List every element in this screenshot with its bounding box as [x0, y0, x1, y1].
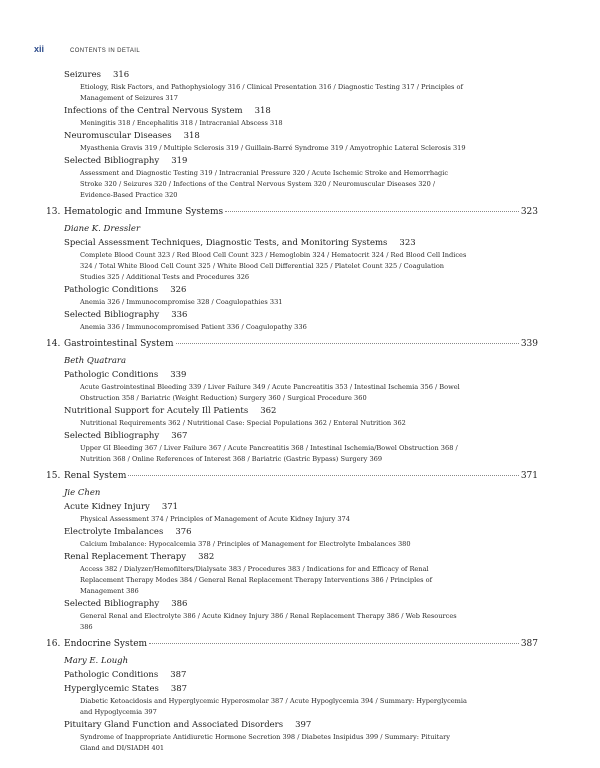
toc-subsections: Assessment and Diagnostic Testing 319 / Intracranial Pressure 320 / Acute Ischemic Stroke and Hemorrhagic Stroke 320 / Seizures 320 / Infections of the Central Nervous System 320 / Neuromuscular Diseases 320 / Evidence-Based Practice 320	[80, 169, 449, 199]
toc-subsections: Meningitis 318 / Encephalitis 318 / Intracranial Abscess 318	[80, 119, 283, 127]
chapter-heading[interactable]	[0, 339, 600, 354]
section-page: 387	[170, 670, 187, 680]
chapter-author: Mary E. Lough	[64, 656, 129, 666]
chapter-15	[0, 471, 600, 633]
toc-section[interactable]	[0, 668, 600, 682]
section-page: 318	[183, 131, 200, 141]
chapter-author: Diane K. Dressler	[64, 224, 141, 234]
section-page: 382	[198, 552, 215, 562]
chapter-number: 14.	[46, 339, 61, 349]
table-of-contents	[0, 68, 600, 760]
toc-subsections: Access 382 / Dialyzer/Hemofilters/Dialysate 383 / Procedures 383 / Indications for and Efficacy of Renal Replacement Therapy Modes 384 / General Renal Replacement Therapy Interventions 386 / Principles of Management 386	[80, 565, 433, 595]
toc-section[interactable]	[0, 404, 600, 418]
chapter-16	[0, 639, 600, 754]
chapter-heading[interactable]	[0, 471, 600, 486]
section-page: 397	[295, 720, 312, 730]
section-page: 326	[170, 285, 187, 295]
toc-section[interactable]	[0, 597, 600, 611]
dot-leader	[225, 211, 519, 212]
chapter-page: 323	[520, 207, 538, 217]
running-head-title: CONTENTS IN DETAIL	[70, 48, 141, 54]
chapter-page: 371	[520, 471, 538, 481]
toc-subsections: Complete Blood Count 323 / Red Blood Cell Count 323 / Hemoglobin 324 / Hematocrit 324 / Red Blood Cell Indices 324 / Total White Blood Cell Count 325 / White Blood Cell Differential 325 / Platelet Count 325 / Coagulation Studies 325 / Additional Tests and Procedures 326	[80, 251, 467, 281]
running-head	[34, 44, 140, 54]
section-page: 376	[175, 527, 192, 537]
section-title: Acute Kidney Injury	[64, 502, 150, 512]
section-title: Selected Bibliography	[64, 310, 160, 320]
section-title: Seizures	[64, 70, 101, 80]
toc-section[interactable]	[0, 236, 600, 250]
toc-section[interactable]	[0, 154, 600, 168]
chapter-title: Endocrine System	[64, 639, 148, 649]
section-title: Electrolyte Imbalances	[64, 527, 164, 537]
toc-subsections: Anemia 326 / Immunocompromise 328 / Coagulopathies 331	[80, 298, 283, 306]
toc-subsections: Etiology, Risk Factors, and Pathophysiology 316 / Clinical Presentation 316 / Diagnostic Testing 317 / Principles of Management of Seizures 317	[80, 83, 463, 102]
chapter-page: 339	[520, 339, 538, 349]
toc-subsections: Diabetic Ketoacidosis and Hyperglycemic Hyperosmolar 387 / Acute Hypoglycemia 394 / Summary: Hyperglycemia and Hypoglycemia 397	[80, 697, 467, 716]
chapter-title: Hematologic and Immune Systems	[64, 207, 224, 217]
section-page: 319	[171, 156, 188, 166]
chapter-14	[0, 339, 600, 465]
section-page: 362	[260, 406, 277, 416]
section-title: Selected Bibliography	[64, 156, 160, 166]
dot-leader	[176, 343, 519, 344]
toc-subsections: Acute Gastrointestinal Bleeding 339 / Liver Failure 349 / Acute Pancreatitis 353 / Intestinal Ischemia 356 / Bowel Obstruction 358 / Bariatric (Weight Reduction) Surgery 360 / Surgical Procedure 360	[80, 383, 460, 402]
chapter-number: 16.	[46, 639, 61, 649]
chapter-author: Beth Quatrara	[64, 356, 127, 366]
dot-leader	[149, 643, 519, 644]
section-page: 318	[254, 106, 271, 116]
section-title: Pathologic Conditions	[64, 370, 159, 380]
chapter-heading[interactable]	[0, 207, 600, 222]
toc-section[interactable]	[0, 68, 600, 82]
section-page: 316	[112, 70, 130, 80]
section-page: 386	[171, 599, 188, 609]
section-page: 339	[170, 370, 187, 380]
section-title: Special Assessment Techniques, Diagnostic Tests, and Monitoring Systems	[64, 238, 388, 248]
toc-section[interactable]	[0, 368, 600, 382]
toc-subsections: General Renal and Electrolyte 386 / Acute Kidney Injury 386 / Renal Replacement Therapy 386 / Web Resources 386	[80, 612, 457, 631]
chapter-page: 387	[520, 639, 538, 649]
chapter-number: 15.	[46, 471, 61, 481]
section-title: Pathologic Conditions	[64, 670, 159, 680]
section-title: Infections of the Central Nervous System	[64, 106, 243, 116]
toc-section[interactable]	[0, 104, 600, 118]
toc-section[interactable]	[0, 682, 600, 696]
chapter-12-continued	[0, 68, 600, 201]
toc-subsections: Myasthenia Gravis 319 / Multiple Sclerosis 319 / Guillain-Barré Syndrome 319 / Amyotrophic Lateral Sclerosis 319	[80, 144, 466, 152]
chapter-number: 13.	[46, 207, 61, 217]
toc-subsections: Upper GI Bleeding 367 / Liver Failure 367 / Acute Pancreatitis 368 / Intestinal Ischemia/Bowel Obstruction 368 / Nutrition 368 / Online References of Interest 368 / Bariatric (Gastric Bypass) Surgery 369	[80, 444, 458, 463]
toc-section[interactable]	[0, 550, 600, 564]
toc-subsections: Physical Assessment 374 / Principles of Management of Acute Kidney Injury 374	[80, 515, 350, 523]
toc-subsections: Anemia 336 / Immunocompromised Patient 336 / Coagulopathy 336	[80, 323, 307, 331]
toc-section[interactable]	[0, 129, 600, 143]
section-title: Hyperglycemic States	[64, 684, 159, 694]
section-title: Nutritional Support for Acutely Ill Patients	[64, 406, 249, 416]
section-page: 387	[170, 684, 188, 694]
chapter-title: Renal System	[64, 471, 127, 481]
toc-section[interactable]	[0, 283, 600, 297]
dot-leader	[128, 475, 518, 476]
chapter-13	[0, 207, 600, 333]
section-title: Pituitary Gland Function and Associated Disorders	[64, 720, 284, 730]
toc-section[interactable]	[0, 718, 600, 732]
section-page: 371	[161, 502, 179, 512]
section-page: 367	[171, 431, 188, 441]
toc-section[interactable]	[0, 500, 600, 514]
toc-section[interactable]	[0, 429, 600, 443]
section-title: Selected Bibliography	[64, 431, 160, 441]
section-title: Renal Replacement Therapy	[64, 552, 187, 562]
page-number: xii	[34, 44, 45, 54]
toc-subsections: Nutritional Requirements 362 / Nutritional Case: Special Populations 362 / Enteral Nutrition 362	[80, 419, 406, 427]
chapter-author: Jie Chen	[64, 488, 101, 498]
section-page: 323	[399, 238, 416, 248]
toc-section[interactable]	[0, 525, 600, 539]
chapter-title: Gastrointestinal System	[64, 339, 174, 349]
section-title: Selected Bibliography	[64, 599, 160, 609]
toc-section[interactable]	[0, 308, 600, 322]
toc-subsections: Calcium Imbalance: Hypocalcemia 378 / Principles of Management for Electrolyte Imbalances 380	[80, 540, 411, 548]
section-title: Pathologic Conditions	[64, 285, 159, 295]
section-title: Neuromuscular Diseases	[64, 131, 172, 141]
section-page: 336	[171, 310, 188, 320]
toc-subsections: Syndrome of Inappropriate Antidiuretic Hormone Secretion 398 / Diabetes Insipidus 399 / Summary: Pituitary Gland and DI/SIADH 401	[80, 733, 451, 752]
chapter-heading[interactable]	[0, 639, 600, 654]
